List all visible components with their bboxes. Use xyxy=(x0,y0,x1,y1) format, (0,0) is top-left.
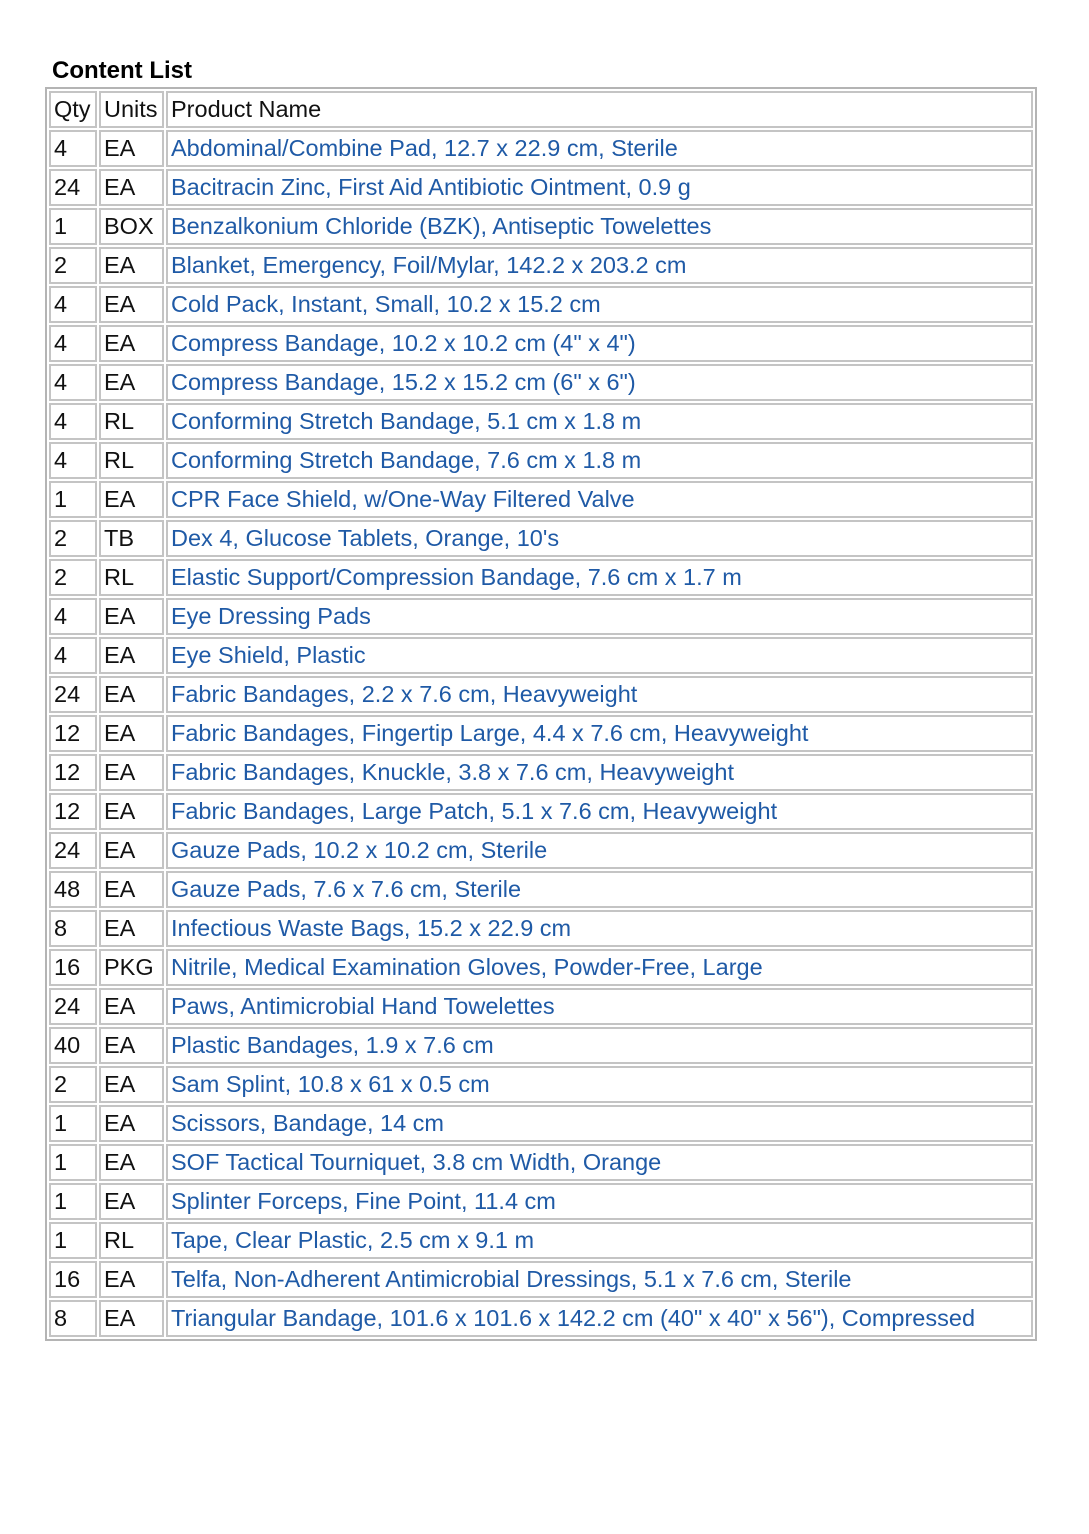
product-name-link[interactable]: Cold Pack, Instant, Small, 10.2 x 15.2 cm xyxy=(166,286,1033,323)
column-header-product-name: Product Name xyxy=(166,91,1033,128)
product-name-link[interactable]: Fabric Bandages, Knuckle, 3.8 x 7.6 cm, Heavyweight xyxy=(166,754,1033,791)
table-row xyxy=(49,1105,1033,1142)
product-name-link[interactable]: Compress Bandage, 10.2 x 10.2 cm (4" x 4") xyxy=(166,325,1033,362)
units-cell: EA xyxy=(99,325,164,362)
qty-cell: 4 xyxy=(49,637,97,674)
qty-cell: 12 xyxy=(49,754,97,791)
table-row xyxy=(49,754,1033,791)
page-title: Content List xyxy=(52,57,192,84)
units-cell: EA xyxy=(99,1105,164,1142)
qty-cell: 1 xyxy=(49,1222,97,1259)
qty-cell: 1 xyxy=(49,1144,97,1181)
table-row xyxy=(49,793,1033,830)
product-name-link[interactable]: Eye Shield, Plastic xyxy=(166,637,1033,674)
units-cell: EA xyxy=(99,793,164,830)
table-row xyxy=(49,1183,1033,1220)
table-row xyxy=(49,1222,1033,1259)
product-name-link[interactable]: Fabric Bandages, Large Patch, 5.1 x 7.6 cm, Heavyweight xyxy=(166,793,1033,830)
qty-cell: 4 xyxy=(49,130,97,167)
content-table xyxy=(45,87,1037,1341)
table-row xyxy=(49,169,1033,206)
qty-cell: 2 xyxy=(49,1066,97,1103)
product-name-link[interactable]: Triangular Bandage, 101.6 x 101.6 x 142.2 cm (40" x 40" x 56"), Compressed xyxy=(166,1300,1033,1337)
units-cell: EA xyxy=(99,715,164,752)
qty-cell: 16 xyxy=(49,1261,97,1298)
product-name-link[interactable]: Tape, Clear Plastic, 2.5 cm x 9.1 m xyxy=(166,1222,1033,1259)
table-row xyxy=(49,910,1033,947)
units-cell: EA xyxy=(99,754,164,791)
table-row xyxy=(49,598,1033,635)
product-name-link[interactable]: Nitrile, Medical Examination Gloves, Powder-Free, Large xyxy=(166,949,1033,986)
qty-cell: 4 xyxy=(49,403,97,440)
qty-cell: 1 xyxy=(49,1183,97,1220)
table-row xyxy=(49,1027,1033,1064)
product-name-link[interactable]: Gauze Pads, 10.2 x 10.2 cm, Sterile xyxy=(166,832,1033,869)
units-cell: TB xyxy=(99,520,164,557)
qty-cell: 2 xyxy=(49,559,97,596)
product-name-link[interactable]: Infectious Waste Bags, 15.2 x 22.9 cm xyxy=(166,910,1033,947)
table-row xyxy=(49,130,1033,167)
table-row xyxy=(49,715,1033,752)
product-name-link[interactable]: Dex 4, Glucose Tablets, Orange, 10's xyxy=(166,520,1033,557)
units-cell: EA xyxy=(99,286,164,323)
units-cell: EA xyxy=(99,988,164,1025)
units-cell: EA xyxy=(99,1144,164,1181)
table-row xyxy=(49,1066,1033,1103)
table-row xyxy=(49,442,1033,479)
units-cell: EA xyxy=(99,598,164,635)
product-name-link[interactable]: Splinter Forceps, Fine Point, 11.4 cm xyxy=(166,1183,1033,1220)
units-cell: RL xyxy=(99,1222,164,1259)
product-name-link[interactable]: Conforming Stretch Bandage, 5.1 cm x 1.8 m xyxy=(166,403,1033,440)
product-name-link[interactable]: SOF Tactical Tourniquet, 3.8 cm Width, Orange xyxy=(166,1144,1033,1181)
units-cell: EA xyxy=(99,364,164,401)
units-cell: EA xyxy=(99,832,164,869)
table-row xyxy=(49,520,1033,557)
table-row xyxy=(49,832,1033,869)
product-name-link[interactable]: Conforming Stretch Bandage, 7.6 cm x 1.8 m xyxy=(166,442,1033,479)
units-cell: EA xyxy=(99,169,164,206)
units-cell: EA xyxy=(99,1066,164,1103)
table-row xyxy=(49,988,1033,1025)
qty-cell: 2 xyxy=(49,520,97,557)
table-row xyxy=(49,1144,1033,1181)
product-name-link[interactable]: CPR Face Shield, w/One-Way Filtered Valve xyxy=(166,481,1033,518)
qty-cell: 24 xyxy=(49,832,97,869)
qty-cell: 1 xyxy=(49,1105,97,1142)
table-row xyxy=(49,559,1033,596)
qty-cell: 2 xyxy=(49,247,97,284)
qty-cell: 12 xyxy=(49,715,97,752)
units-cell: EA xyxy=(99,910,164,947)
product-name-link[interactable]: Elastic Support/Compression Bandage, 7.6 cm x 1.7 m xyxy=(166,559,1033,596)
qty-cell: 24 xyxy=(49,169,97,206)
units-cell: EA xyxy=(99,676,164,713)
units-cell: EA xyxy=(99,871,164,908)
product-name-link[interactable]: Paws, Antimicrobial Hand Towelettes xyxy=(166,988,1033,1025)
units-cell: EA xyxy=(99,1027,164,1064)
qty-cell: 1 xyxy=(49,481,97,518)
column-header-qty: Qty xyxy=(49,91,97,128)
units-cell: BOX xyxy=(99,208,164,245)
units-cell: EA xyxy=(99,1183,164,1220)
product-name-link[interactable]: Bacitracin Zinc, First Aid Antibiotic Ointment, 0.9 g xyxy=(166,169,1033,206)
table-row xyxy=(49,481,1033,518)
qty-cell: 4 xyxy=(49,286,97,323)
table-row xyxy=(49,1300,1033,1337)
qty-cell: 4 xyxy=(49,325,97,362)
qty-cell: 48 xyxy=(49,871,97,908)
units-cell: EA xyxy=(99,1261,164,1298)
qty-cell: 4 xyxy=(49,598,97,635)
product-name-link[interactable]: Telfa, Non-Adherent Antimicrobial Dressings, 5.1 x 7.6 cm, Sterile xyxy=(166,1261,1033,1298)
qty-cell: 4 xyxy=(49,364,97,401)
product-name-link[interactable]: Fabric Bandages, 2.2 x 7.6 cm, Heavyweight xyxy=(166,676,1033,713)
qty-cell: 1 xyxy=(49,208,97,245)
product-name-link[interactable]: Blanket, Emergency, Foil/Mylar, 142.2 x 203.2 cm xyxy=(166,247,1033,284)
table-row xyxy=(49,208,1033,245)
units-cell: RL xyxy=(99,442,164,479)
table-row xyxy=(49,949,1033,986)
units-cell: PKG xyxy=(99,949,164,986)
column-header-units: Units xyxy=(99,91,164,128)
units-cell: RL xyxy=(99,559,164,596)
qty-cell: 40 xyxy=(49,1027,97,1064)
units-cell: RL xyxy=(99,403,164,440)
product-name-link[interactable]: Abdominal/Combine Pad, 12.7 x 22.9 cm, Sterile xyxy=(166,130,1033,167)
table-row xyxy=(49,871,1033,908)
qty-cell: 24 xyxy=(49,676,97,713)
qty-cell: 8 xyxy=(49,910,97,947)
units-cell: EA xyxy=(99,130,164,167)
product-name-link[interactable]: Gauze Pads, 7.6 x 7.6 cm, Sterile xyxy=(166,871,1033,908)
table-row xyxy=(49,247,1033,284)
product-name-link[interactable]: Fabric Bandages, Fingertip Large, 4.4 x 7.6 cm, Heavyweight xyxy=(166,715,1033,752)
qty-cell: 8 xyxy=(49,1300,97,1337)
table-row xyxy=(49,1261,1033,1298)
table-row xyxy=(49,286,1033,323)
table-header-row xyxy=(49,91,1033,128)
product-name-link[interactable]: Plastic Bandages, 1.9 x 7.6 cm xyxy=(166,1027,1033,1064)
qty-cell: 16 xyxy=(49,949,97,986)
qty-cell: 4 xyxy=(49,442,97,479)
product-name-link[interactable]: Compress Bandage, 15.2 x 15.2 cm (6" x 6") xyxy=(166,364,1033,401)
table-row xyxy=(49,403,1033,440)
table-row xyxy=(49,637,1033,674)
product-name-link[interactable]: Sam Splint, 10.8 x 61 x 0.5 cm xyxy=(166,1066,1033,1103)
units-cell: EA xyxy=(99,247,164,284)
units-cell: EA xyxy=(99,637,164,674)
qty-cell: 24 xyxy=(49,988,97,1025)
product-name-link[interactable]: Eye Dressing Pads xyxy=(166,598,1033,635)
table-row xyxy=(49,676,1033,713)
qty-cell: 12 xyxy=(49,793,97,830)
table-row xyxy=(49,325,1033,362)
product-name-link[interactable]: Benzalkonium Chloride (BZK), Antiseptic Towelettes xyxy=(166,208,1033,245)
table-row xyxy=(49,364,1033,401)
units-cell: EA xyxy=(99,481,164,518)
product-name-link[interactable]: Scissors, Bandage, 14 cm xyxy=(166,1105,1033,1142)
units-cell: EA xyxy=(99,1300,164,1337)
